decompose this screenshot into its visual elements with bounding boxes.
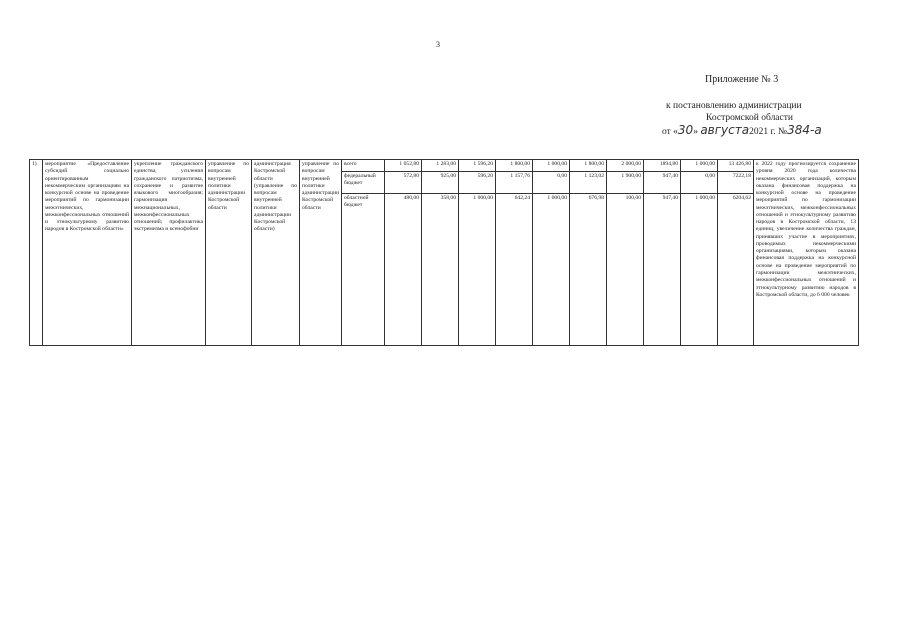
date-mid: » xyxy=(693,127,698,137)
value-cell: 1 123,02 xyxy=(570,172,607,194)
result-cell: к 2022 году прогнозируется сохранение уровня 2020 года количества некоммерческих организаций, которым оказана финансовая поддержка на конкурсной основе на проведение мероприятий по гармонизации межэтнических, межконфессиональных отношений и этнокультурному развитию народов в Костромской области, 13 единиц, увеличение количества граждан, принявших участие в мероприятиях, проводимых некоммерческими организациями, которым оказана финансовая поддержка на конкурсной основе на проведение мероприятий по гармонизации межэтнических, межконфессиональных отношений и этнокультурному развитию народов в Костромской области, до 6 000 человек xyxy=(754,160,859,346)
value-cell: 2 000,00 xyxy=(607,160,644,172)
value-cell: 100,00 xyxy=(607,194,644,346)
recipient-cell: управление по вопросам внутренней политики администрации Костромской области xyxy=(300,160,342,346)
handwritten-day: 30 xyxy=(677,123,694,137)
date-prefix: от « xyxy=(662,127,678,137)
value-cell: 1 800,00 xyxy=(570,160,607,172)
executor-cell: управление по вопросам внутренней политики администрации Костромской области xyxy=(206,160,252,346)
coexecutor-cell: администрация Костромской области (управление по вопросам внутренней политики администрации Костромской области) xyxy=(252,160,300,346)
value-cell: 596,20 xyxy=(459,172,496,194)
value-cell: 358,00 xyxy=(422,194,459,346)
goal-cell: укрепление гражданского единства, усиления гражданского патриотизма, сохранение и развитие языкового многообразия; гармонизация межнациональных, межконфессиональных отношений; профилактика экстремизма и ксенофобии xyxy=(132,160,206,346)
value-cell: 947,40 xyxy=(644,194,681,346)
value-cell: 1 000,00 xyxy=(533,160,570,172)
value-cell: 676,98 xyxy=(570,194,607,346)
value-cell: 0,00 xyxy=(533,172,570,194)
total-cell: 7222,18 xyxy=(718,172,754,194)
decree-line-1: к постановлению администрации xyxy=(666,101,802,111)
value-cell: 1 000,00 xyxy=(533,194,570,346)
decree-date-line xyxy=(662,123,822,137)
value-cell: 947,40 xyxy=(644,172,681,194)
source-cell: областной бюджет xyxy=(342,194,385,346)
value-cell: 1 000,00 xyxy=(681,194,718,346)
total-cell: 6204,62 xyxy=(718,194,754,346)
value-cell: 1 800,00 xyxy=(496,160,533,172)
source-cell: всего xyxy=(342,160,385,172)
program-table xyxy=(29,159,859,346)
row-index: 1) xyxy=(30,160,43,346)
value-cell: 1 000,00 xyxy=(681,160,718,172)
value-cell: 642,24 xyxy=(496,194,533,346)
value-cell: 1 900,00 xyxy=(607,172,644,194)
source-cell: федеральный бюджет xyxy=(342,172,385,194)
value-cell: 925,00 xyxy=(422,172,459,194)
date-year: 2021 г. № xyxy=(749,127,788,137)
value-cell: 1 052,80 xyxy=(385,160,422,172)
value-cell: 1894,80 xyxy=(644,160,681,172)
value-cell: 1 283,00 xyxy=(422,160,459,172)
event-cell: мероприятие «Предоставление субсидий социально ориентированным некоммерческим организациям на конкурсной основе на проведение мероприятий по гармонизации межэтнических, межконфессиональных отношений и этнокультурному развитию народов в Костромской области» xyxy=(43,160,132,346)
total-cell: 13 426,80 xyxy=(718,160,754,172)
appendix-title: Приложение № 3 xyxy=(705,74,779,85)
handwritten-decree-number: 384-а xyxy=(787,123,822,137)
value-cell: 0,00 xyxy=(681,172,718,194)
value-cell: 1 157,76 xyxy=(496,172,533,194)
value-cell: 572,80 xyxy=(385,172,422,194)
value-cell: 1 000,00 xyxy=(459,194,496,346)
value-cell: 1 596,20 xyxy=(459,160,496,172)
table-row xyxy=(30,160,859,172)
page-number: 3 xyxy=(436,40,440,49)
value-cell: 480,00 xyxy=(385,194,422,346)
decree-line-2: Костромской области xyxy=(706,113,793,123)
handwritten-month: августа xyxy=(700,123,750,137)
